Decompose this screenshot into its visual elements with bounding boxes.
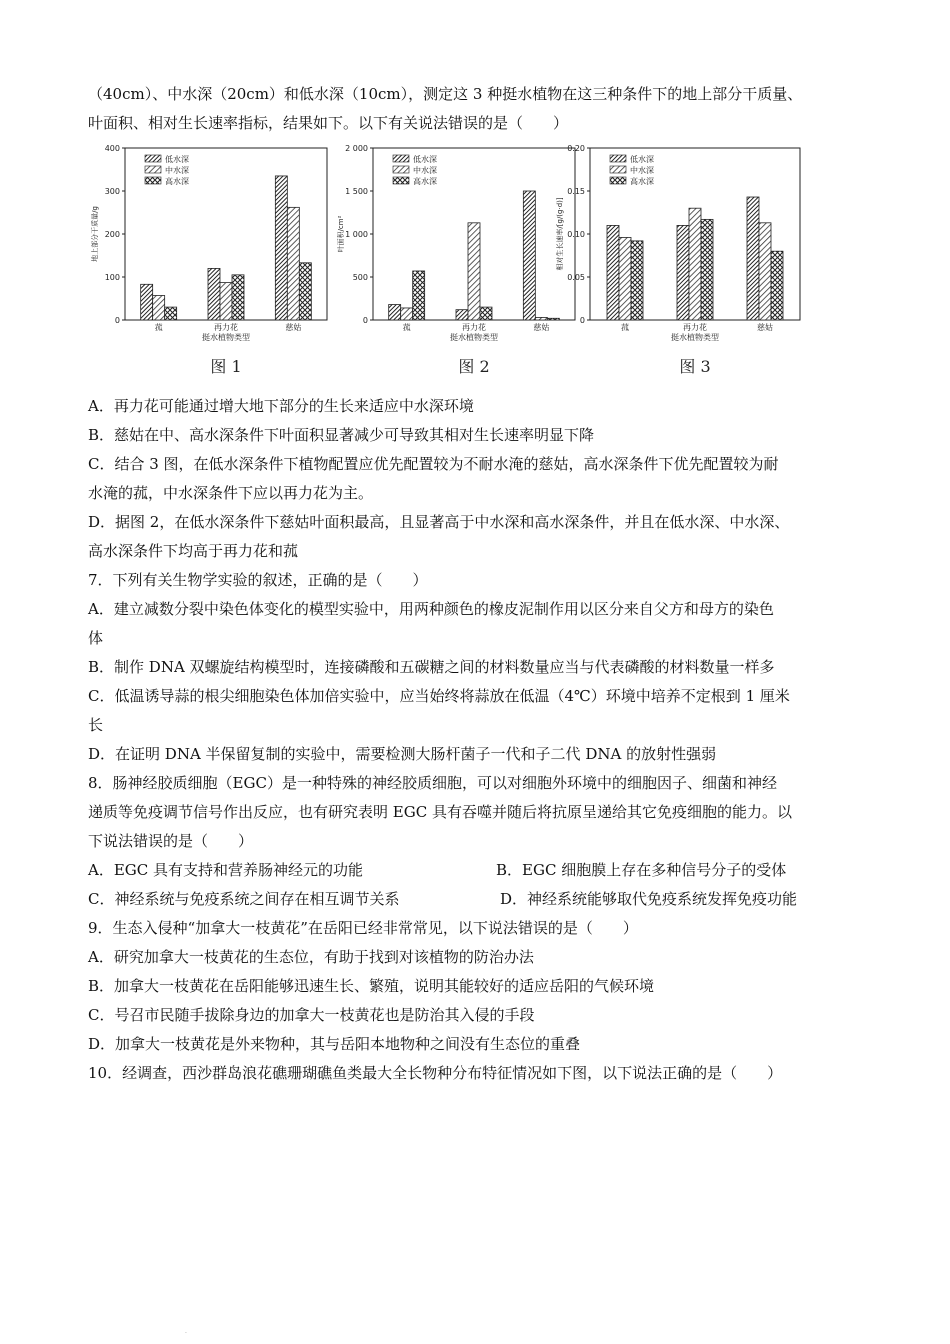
chart-1-bar-high: [165, 307, 177, 320]
chart-2-bar-low: [523, 191, 535, 320]
chart-3-legend-label: 低水深: [630, 155, 654, 164]
q7-option-a-cont: 体: [88, 629, 104, 647]
q6-option-b: B．慈姑在中、高水深条件下叶面积显著减少可导致其相对生长速率明显下降: [88, 426, 595, 444]
chart-2-bar-high: [480, 307, 492, 320]
chart-2-ylabel: 叶面积/cm²: [337, 215, 345, 253]
q9-stem: 9．生态入侵种“加拿大一枝黄花”在岳阳已经非常常见，以下说法错误的是（ ）: [88, 919, 638, 937]
chart-1-ytick-label: 200: [104, 230, 120, 239]
chart-1-category-label: 菰: [154, 323, 163, 332]
chart-3-bar-high: [631, 241, 643, 320]
footer-mark: .: [185, 1328, 187, 1335]
q7-stem: 7．下列有关生物学实验的叙述，正确的是（ ）: [88, 571, 428, 589]
q7-option-d: D．在证明 DNA 半保留复制的实验中，需要检测大肠杆菌子一代和子二代 DNA 的放射性强弱: [88, 745, 717, 763]
chart-3-ytick-label: 0.10: [567, 230, 585, 239]
q6-option-d-cont: 高水深条件下均高于再力花和菰: [88, 542, 299, 560]
q9-option-a: A．研究加拿大一枝黄花的生态位，有助于找到对该植物的防治办法: [88, 948, 534, 966]
chart-3-bar-high: [701, 219, 713, 320]
chart-3-category-label: 菰: [621, 323, 629, 332]
chart-3-category-label: 再力花: [683, 323, 707, 332]
chart-2-ytick-label: 500: [352, 273, 368, 282]
chart-1-legend-swatch-high: [145, 177, 161, 184]
chart-3-ytick-label: 0.05: [567, 273, 585, 282]
q7-option-c: C．低温诱导蒜的根尖细胞染色体加倍实验中，应当始终将蒜放在低温（4℃）环境中培养不定根到 1 厘米: [88, 687, 790, 705]
chart-1-ytick-label: 100: [104, 273, 120, 282]
chart-1-bar-mid: [153, 295, 165, 320]
q8-stem-2: 递质等免疫调节信号作出反应，也有研究表明 EGC 具有吞噬并随后将抗原呈递给其它免疫细胞的能力。以: [88, 803, 792, 821]
chart-2-ytick-label: 2 000: [345, 144, 368, 153]
chart-1-legend-label: 低水深: [165, 155, 189, 164]
chart-2-legend-label: 低水深: [413, 155, 437, 164]
chart-2-bar-low: [389, 305, 401, 320]
chart-1-xlabel: 挺水植物类型: [202, 333, 250, 342]
chart-3-ytick-label: 0.15: [567, 187, 585, 196]
chart-2-caption: 图 2: [458, 357, 490, 376]
chart-2-ytick-label: 1 000: [345, 230, 368, 239]
chart-3-bar-mid: [619, 237, 631, 320]
chart-2-xlabel: 挺水植物类型: [450, 333, 498, 342]
chart-1-ytick-label: 0: [114, 316, 120, 325]
chart-1-category-label: 再力花: [214, 323, 238, 332]
q6-option-c-cont: 水淹的菰，中水深条件下应以再力花为主。: [88, 484, 374, 502]
q8-options-row-2: [88, 885, 878, 914]
chart-3-bar-low: [747, 197, 759, 320]
chart-2-bar-mid: [535, 317, 547, 320]
q8-stem-3: 下说法错误的是（ ）: [88, 832, 254, 850]
q6-option-a: A．再力花可能通过增大地下部分的生长来适应中水深环境: [88, 397, 474, 415]
chart-1-bar-high: [299, 263, 311, 320]
chart-2-bar-mid: [468, 223, 480, 320]
chart-3-legend-label: 中水深: [630, 166, 654, 175]
chart-2-legend-label: 中水深: [413, 166, 437, 175]
chart-1-legend-swatch-low: [145, 155, 161, 162]
chart-1-legend-swatch-mid: [145, 166, 161, 173]
chart-2-bar-mid: [401, 308, 413, 320]
chart-2-ytick-label: 0: [362, 316, 368, 325]
chart-2-bar-high: [547, 318, 559, 320]
chart-3-ylabel: 相对生长速率/[g/(g·d)]: [556, 197, 564, 271]
q7-option-a: A．建立减数分裂中染色体变化的模型实验中，用两种颜色的橡皮泥制作用以区分来自父方和母方的染色: [88, 600, 774, 618]
intro-line-2: 叶面积、相对生长速率指标，结果如下。以下有关说法错误的是（ ）: [88, 114, 569, 132]
chart-1-ytick-label: 400: [104, 144, 120, 153]
chart-1-ylabel: 地上部分干质量/g: [91, 206, 99, 262]
intro-line-1: （40cm）、中水深（20cm）和低水深（10cm），测定这 3 种挺水植物在这三种条件下的地上部分干质量、: [88, 85, 803, 103]
chart-1-legend-label: 高水深: [165, 177, 189, 186]
q10-stem: 10．经调查，西沙群岛浪花礁珊瑚礁鱼类最大全长物种分布特征情况如下图，以下说法正确的是（ ）: [88, 1064, 783, 1082]
chart-1-category-label: 慈姑: [285, 323, 302, 332]
q8-option-a: A．EGC 具有支持和营养肠神经元的功能: [88, 861, 364, 879]
chart-1-bar-low: [275, 176, 287, 320]
chart-3-bar-mid: [689, 208, 701, 320]
chart-2-legend-swatch-low: [393, 155, 409, 162]
chart-2-category-label: 再力花: [462, 323, 486, 332]
q9-option-d: D．加拿大一枝黄花是外来物种，其与岳阳本地物种之间没有生态位的重叠: [88, 1035, 581, 1053]
q9-option-b: B．加拿大一枝黄花在岳阳能够迅速生长、繁殖，说明其能较好的适应岳阳的气候环境: [88, 977, 655, 995]
chart-3-bar-low: [607, 225, 619, 320]
bar-charts: [85, 140, 885, 385]
chart-2-ytick-label: 1 500: [345, 187, 368, 196]
chart-2-legend-swatch-high: [393, 177, 409, 184]
q9-option-c: C．号召市民随手拔除身边的加拿大一枝黄花也是防治其入侵的手段: [88, 1006, 535, 1024]
chart-2-category-label: 慈姑: [533, 323, 550, 332]
chart-2-legend-label: 高水深: [413, 177, 437, 186]
q8-option-b: B．EGC 细胞膜上存在多种信号分子的受体: [496, 861, 787, 879]
chart-1-legend-label: 中水深: [165, 166, 189, 175]
chart-3-xlabel: 挺水植物类型: [671, 333, 719, 342]
chart-1-bar-low: [141, 284, 153, 320]
chart-3-bar-low: [677, 225, 689, 320]
chart-3-caption: 图 3: [679, 357, 711, 376]
q6-option-d: D．据图 2，在低水深条件下慈姑叶面积最高，且显著高于中水深和高水深条件，并且在低水深、中水深、: [88, 513, 790, 531]
chart-3-ytick-label: 0.20: [567, 144, 585, 153]
chart-1-caption: 图 1: [210, 357, 242, 376]
chart-3-legend-swatch-high: [610, 177, 626, 184]
q8-options-row-1: [88, 856, 878, 885]
chart-3-legend-swatch-low: [610, 155, 626, 162]
chart-2-bar-high: [413, 271, 425, 320]
q7-option-c-cont: 长: [88, 716, 104, 734]
chart-1-bar-mid: [220, 283, 232, 320]
chart-3-ytick-label: 0: [579, 316, 585, 325]
chart-1-bar-low: [208, 268, 220, 320]
chart-2-bar-low: [456, 310, 468, 320]
chart-1-bar-mid: [287, 207, 299, 320]
q8-option-c: C．神经系统与免疫系统之间存在相互调节关系: [88, 890, 400, 908]
chart-3-legend-label: 高水深: [630, 177, 654, 186]
chart-1-ytick-label: 300: [104, 187, 120, 196]
chart-2-legend-swatch-mid: [393, 166, 409, 173]
q8-option-d: D．神经系统能够取代免疫系统发挥免疫功能: [500, 890, 798, 908]
q7-option-b: B．制作 DNA 双螺旋结构模型时，连接磷酸和五碳糖之间的材料数量应当与代表磷酸的材料数量一样多: [88, 658, 775, 676]
q8-stem-1: 8．肠神经胶质细胞（EGC）是一种特殊的神经胶质细胞，可以对细胞外环境中的细胞因子、细菌和神经: [88, 774, 777, 792]
chart-2-category-label: 菰: [402, 323, 411, 332]
chart-3-legend-swatch-mid: [610, 166, 626, 173]
chart-3-bar-mid: [759, 223, 771, 320]
chart-1-bar-high: [232, 275, 244, 320]
chart-3-bar-high: [771, 251, 783, 320]
chart-3-category-label: 慈姑: [757, 323, 773, 332]
q6-option-c: C．结合 3 图，在低水深条件下植物配置应优先配置较为不耐水淹的慈姑，高水深条件下优先配置较为耐: [88, 455, 779, 473]
figures-panel: [85, 140, 885, 385]
